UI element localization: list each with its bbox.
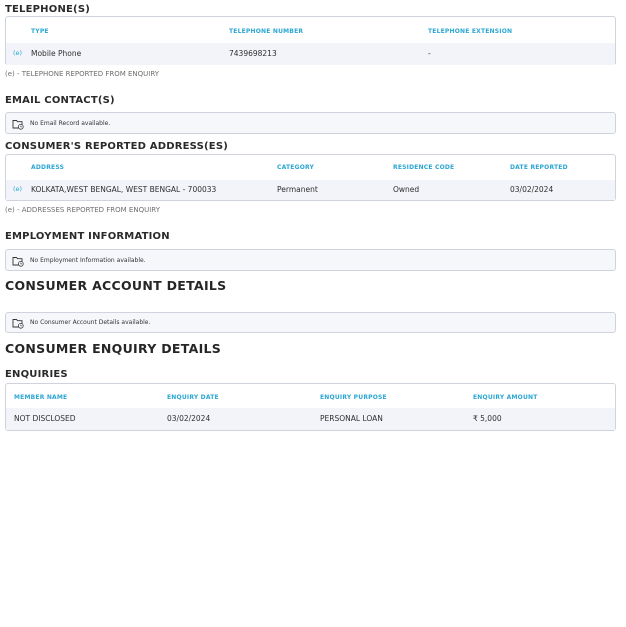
address-note: (e) - ADDRESSES REPORTED FROM ENQUIRY — [5, 206, 160, 214]
enquiry-header-member: MEMBER NAME — [14, 394, 68, 401]
address-table — [5, 154, 616, 201]
telephone-header-type: TYPE — [31, 28, 49, 35]
folder-clock-icon — [12, 255, 24, 267]
employment-section-title: EMPLOYMENT INFORMATION — [5, 231, 170, 242]
employment-empty-state — [5, 249, 616, 271]
enquiries-subtitle: ENQUIRIES — [5, 369, 68, 380]
accounts-section-title: CONSUMER ACCOUNT DETAILS — [5, 278, 227, 293]
address-category: Permanent — [277, 185, 318, 194]
table-row — [6, 43, 615, 65]
enquiry-header-amount: ENQUIRY AMOUNT — [473, 394, 538, 401]
telephone-number: 7439698213 — [229, 49, 277, 58]
telephone-extension: - — [428, 49, 431, 58]
enquiry-amount: ₹ 5,000 — [473, 414, 502, 423]
enquiry-marker: (e) — [13, 49, 23, 57]
employment-empty-text: No Employment Information available. — [30, 257, 146, 264]
enquiry-purpose: PERSONAL LOAN — [320, 414, 383, 423]
accounts-empty-state — [5, 312, 616, 333]
enquiry-marker: (e) — [13, 185, 23, 193]
email-section-title: EMAIL CONTACT(S) — [5, 95, 115, 106]
email-empty-text: No Email Record available. — [30, 120, 111, 127]
telephone-header-extension: TELEPHONE EXTENSION — [428, 28, 513, 35]
address-residence-code: Owned — [393, 185, 420, 194]
telephone-note: (e) - TELEPHONE REPORTED FROM ENQUIRY — [5, 70, 160, 78]
address-header-address: ADDRESS — [31, 164, 65, 171]
address-value: KOLKATA,WEST BENGAL, WEST BENGAL - 700033 — [31, 185, 217, 194]
table-row — [6, 180, 615, 200]
enquiry-member-name: NOT DISCLOSED — [14, 414, 76, 423]
enquiry-header-date: ENQUIRY DATE — [167, 394, 219, 401]
telephone-section-title: TELEPHONE(S) — [5, 4, 90, 15]
address-section-title: CONSUMER'S REPORTED ADDRESS(ES) — [5, 141, 229, 152]
folder-clock-icon — [12, 118, 24, 130]
email-empty-state — [5, 112, 616, 134]
enquiry-section-title: CONSUMER ENQUIRY DETAILS — [5, 341, 222, 356]
folder-clock-icon — [12, 317, 24, 329]
address-date-reported: 03/02/2024 — [510, 185, 554, 194]
address-header-category: CATEGORY — [277, 164, 315, 171]
address-header-date: DATE REPORTED — [510, 164, 568, 171]
address-header-residence: RESIDENCE CODE — [393, 164, 455, 171]
table-row — [6, 408, 615, 430]
telephone-table — [5, 16, 616, 64]
enquiry-date: 03/02/2024 — [167, 414, 211, 423]
enquiry-header-purpose: ENQUIRY PURPOSE — [320, 394, 387, 401]
accounts-empty-text: No Consumer Account Details available. — [30, 319, 151, 326]
telephone-type: Mobile Phone — [31, 49, 82, 58]
telephone-header-number: TELEPHONE NUMBER — [229, 28, 304, 35]
enquiries-table — [5, 383, 616, 431]
